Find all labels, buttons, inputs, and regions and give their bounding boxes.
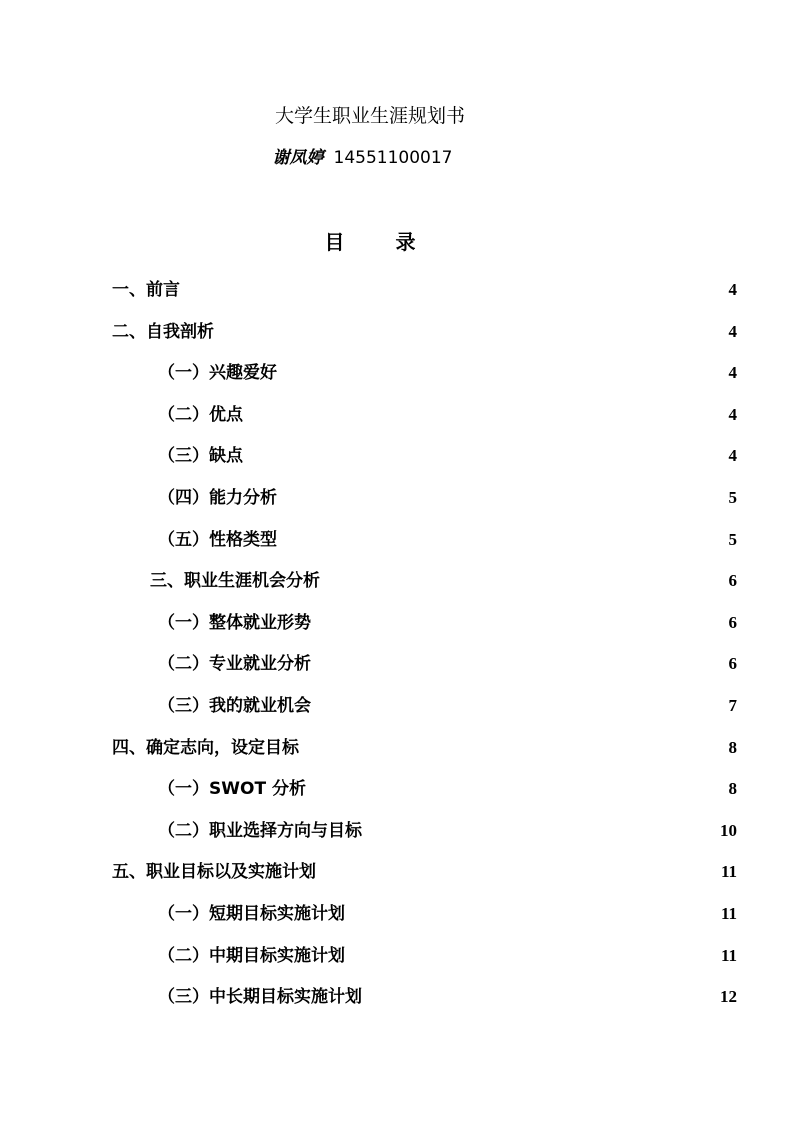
document-title: 大学生职业生涯规划书 [274,105,465,127]
toc-dot-leader [186,269,727,295]
toc-dot-leader [317,643,727,669]
toc-dot-leader [317,602,727,628]
toc-entry[interactable] [150,560,737,592]
toc-page-number: 5 [728,488,737,507]
toc-dot-leader [351,935,719,961]
toc-entry-title: （二）专业就业分析 [158,654,311,675]
toc-page-number: 12 [720,987,737,1007]
toc-page-number: 6 [728,571,737,591]
author-name: 谢凤婷 [272,148,324,168]
toc-page-number: 6 [728,654,737,674]
toc-page-number: 4 [728,363,737,383]
toc-entry[interactable] [158,352,737,384]
toc-dot-leader [283,477,727,503]
toc-entry-title: （二）优点 [158,404,243,425]
toc-dot-leader [220,311,727,337]
toc-entry[interactable] [158,643,737,675]
toc-entry[interactable] [112,851,737,883]
toc-dot-leader [283,519,727,545]
toc-entry-title: （三）中长期目标实施计划 [158,987,362,1008]
toc-entry-title: （四）能力分析 [158,488,277,508]
toc-dot-leader [351,893,719,919]
toc-entry-title: 二、自我剖析 [112,321,214,342]
toc-page-number: 8 [728,779,737,799]
toc-page-number: 4 [728,446,737,466]
toc-entry-title: 四、确定志向，设定目标 [112,737,299,758]
toc-heading: 目 录 [324,230,438,254]
toc-entry-title: （二）职业选择方向与目标 [158,820,362,841]
toc-page-number: 4 [728,280,737,299]
toc-entry[interactable] [112,311,737,342]
toc-dot-leader [249,394,727,420]
toc-entry-title: （三）缺点 [158,446,243,467]
toc-dot-leader [368,976,718,1002]
toc-entry[interactable] [158,435,737,467]
toc-page-number: 8 [728,737,737,757]
toc-entry-title: （一）SWOT 分析 [158,779,306,800]
student-id: 14551100017 [333,148,453,168]
toc-page-number: 11 [720,945,737,965]
toc-dot-leader [368,810,718,836]
toc-entry[interactable] [112,727,737,758]
toc-entry-title: （二）中期目标实施计划 [158,945,345,966]
toc-entry[interactable] [158,768,737,800]
toc-entry-title: （三）我的就业机会 [158,696,311,716]
toc-page-number: 7 [728,696,737,715]
toc-dot-leader [322,851,719,877]
toc-entry-title: （一）整体就业形势 [158,612,311,633]
toc-page-number: 11 [720,904,737,923]
toc-page-number: 6 [728,612,737,632]
toc-entry-title: （五）性格类型 [158,529,277,550]
toc-page-number: 4 [728,321,737,341]
toc-dot-leader [249,435,727,461]
toc-entry-title: 三、职业生涯机会分析 [150,571,320,592]
toc-entry[interactable] [112,269,737,300]
toc-page-number: 5 [728,529,737,549]
toc-page-number: 4 [728,404,737,424]
toc-entry[interactable] [158,685,737,716]
toc-entry-title: 一、前言 [112,280,180,300]
toc-entry[interactable] [158,893,737,924]
toc-entry-title: 五、职业目标以及实施计划 [112,862,316,883]
toc-entry[interactable] [158,394,737,425]
toc-dot-leader [317,685,727,711]
toc-dot-leader [305,727,727,753]
toc-entry[interactable] [158,602,737,633]
toc-entry-title: （一）兴趣爱好 [158,363,277,384]
toc-dot-leader [283,352,727,378]
toc-dot-leader [326,560,727,586]
toc-entry[interactable] [158,477,737,508]
toc-entry-title: （一）短期目标实施计划 [158,904,345,924]
toc-entry[interactable] [158,810,737,841]
toc-page-number: 11 [720,862,737,882]
toc-page-number: 10 [720,820,737,840]
toc-dot-leader [312,768,727,794]
toc-entry[interactable] [158,976,737,1008]
toc-entry[interactable] [158,519,737,550]
toc-entry[interactable] [158,935,737,966]
